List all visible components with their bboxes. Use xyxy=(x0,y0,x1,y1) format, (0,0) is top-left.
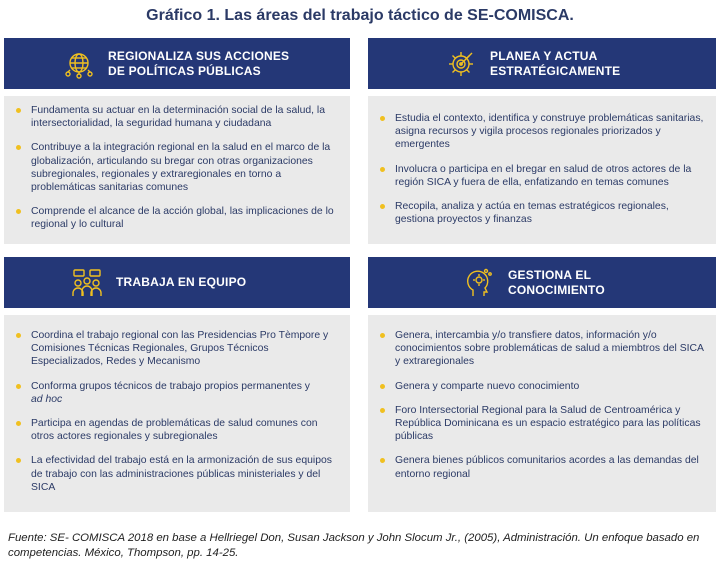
panel-trabaja xyxy=(4,315,350,512)
header-label: PLANEA Y ACTUA ESTRATÉGICAMENTE xyxy=(490,48,621,78)
panel-planea xyxy=(368,96,716,244)
list-item: Estudia el contexto, identifica y construye problemáticas sanitarias, asigna recursos y vigila procesos regionales priorizados y emergentes xyxy=(376,112,704,152)
list-item: Participa en agendas de problemáticas de salud comunes con otros actores regionales y subregionales xyxy=(12,417,340,443)
list-item: Coordina el trabajo regional con las Presidencias Pro Tèmpore y Comisiones Técnicas Regionales, Grupos Técnicos Especializados, Redes y Mecanismo xyxy=(12,329,340,369)
list-item: Comprende el alcance de la acción global, las implicaciones de lo regional y lo cultural xyxy=(12,205,340,231)
panel-regionaliza xyxy=(4,96,350,244)
item-list xyxy=(12,329,340,494)
list-item: Genera bienes públicos comunitarios acordes a las demandas del entorno regional xyxy=(376,454,704,480)
figure-title: Gráfico 1. Las áreas del trabajo táctico de SE-COMISCA. xyxy=(146,7,574,24)
source-note: Fuente: SE- COMISCA 2018 en base a Hellriegel Don, Susan Jackson y John Slocum Jr., (2005), Administración. Un enfoque basado en competencias. México, Thompson, pp. 14-25. xyxy=(8,532,700,559)
list-item-italic: ad hoc xyxy=(31,393,63,405)
header-planea xyxy=(368,38,716,89)
list-item: La efectividad del trabajo está en la armonización de sus equipos de trabajo con las administraciones públicas ministeriales y del SICA xyxy=(12,454,340,494)
header-label: GESTIONA EL CONOCIMIENTO xyxy=(508,267,605,297)
list-item xyxy=(12,380,340,406)
item-list xyxy=(12,104,340,232)
list-item-text: Conforma grupos técnicos de trabajo propios permanentes y xyxy=(31,380,310,392)
team-icon xyxy=(72,268,102,298)
header-trabaja xyxy=(4,257,350,308)
header-regionaliza xyxy=(4,38,350,89)
item-list xyxy=(376,112,704,226)
panel-gestiona xyxy=(368,315,716,512)
list-item: Recopila, analiza y actúa en temas estratégicos regionales, gestiona proyectos y finanzas xyxy=(376,200,704,226)
head-gears-icon xyxy=(464,268,494,298)
header-label: TRABAJA EN EQUIPO xyxy=(116,275,247,289)
list-item: Foro Intersectorial Regional para la Salud de Centroamérica y República Dominicana es un espacio estratégico para las políticas públicas xyxy=(376,404,704,444)
globe-network-icon xyxy=(64,49,94,79)
list-item: Involucra o participa en el bregar en salud de otros actores de la región SICA y fuera de ella, enfatizando en temas comunes xyxy=(376,163,704,189)
list-item: Fundamenta su actuar en la determinación social de la salud, la intersectorialidad, la seguridad humana y ciudadana xyxy=(12,104,340,130)
list-item: Contribuye a la integración regional en la salud en el marco de la globalización, articulando su bregar con otras organizaciones subregionales, regionales y extraregionales en torno a problemáticas sanitarias comunes xyxy=(12,141,340,194)
header-gestiona xyxy=(368,257,716,308)
list-item: Genera, intercambia y/o transfiere datos, información y/o conocimientos sobre problemáticas de salud a miembtros del SICA y extraregionales xyxy=(376,329,704,369)
item-list xyxy=(376,329,704,481)
list-item: Genera y comparte nuevo conocimiento xyxy=(376,380,704,393)
gear-target-icon xyxy=(446,49,476,79)
header-label: REGIONALIZA SUS ACCIONES DE POLÍTICAS PÚBLICAS xyxy=(108,48,290,78)
